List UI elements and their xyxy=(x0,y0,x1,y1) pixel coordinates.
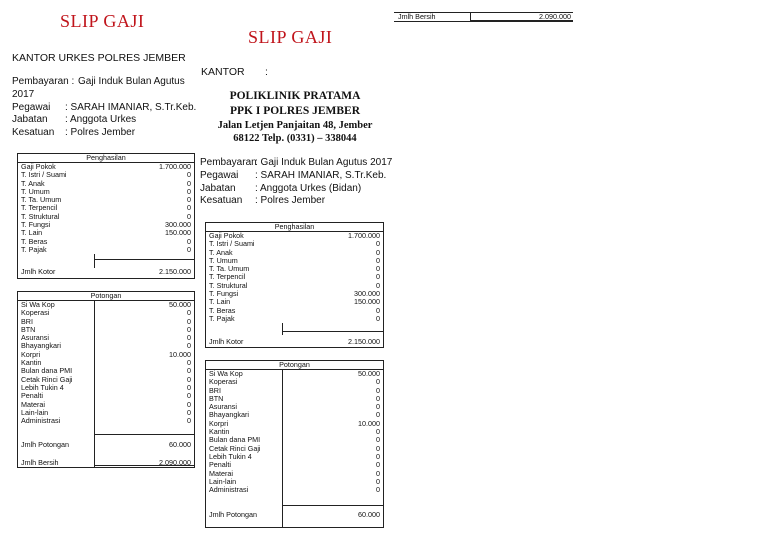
net-total-row xyxy=(18,458,194,467)
row-value: 300.000 xyxy=(165,220,191,230)
pegawai-label: Pegawai xyxy=(12,101,51,113)
row-value: 0 xyxy=(376,272,380,282)
gross-total-row xyxy=(18,267,194,276)
row-value: 0 xyxy=(187,324,191,334)
net-total-value: 2.090.000 xyxy=(159,458,191,467)
row-value: 0 xyxy=(187,333,191,343)
sum-underline xyxy=(282,505,383,506)
row-value: 0 xyxy=(187,407,191,417)
row-label: Si Wa Kop xyxy=(21,300,55,309)
clinic-name: POLIKLINIK PRATAMA xyxy=(229,90,361,102)
row-label: T. Lain xyxy=(209,297,231,307)
table-row xyxy=(18,318,194,326)
row-label: Lebih Tukin 4 xyxy=(209,451,252,461)
row-value: 0 xyxy=(376,410,380,420)
row-value: 0 xyxy=(187,382,191,392)
right-slip-title: SLIP GAJI xyxy=(248,27,333,47)
row-label: Cetak Rinci Gaji xyxy=(209,443,261,453)
row-value: 0 xyxy=(187,178,191,188)
table-row xyxy=(206,486,383,494)
row-label: T. Ta. Umum xyxy=(21,195,62,205)
table-row xyxy=(18,351,194,359)
row-label: Korpri xyxy=(209,418,229,428)
row-value: 0 xyxy=(187,203,191,213)
row-label: Materai xyxy=(21,399,45,409)
row-label: Cetak Rinci Gaji xyxy=(21,374,73,384)
row-label: T. Istri / Suami xyxy=(21,170,67,180)
row-label: Kantin xyxy=(21,358,42,368)
clinic-address: Jalan Letjen Panjaitan 48, Jember xyxy=(217,120,373,131)
row-value: 0 xyxy=(376,402,380,412)
row-label: Lain-lain xyxy=(21,407,49,417)
table-row xyxy=(206,387,383,395)
row-value: 0 xyxy=(187,358,191,368)
income-table-header: Penghasilan xyxy=(206,223,383,232)
income-table-header: Penghasilan xyxy=(18,154,194,163)
left-office-name: KANTOR URKES POLRES JEMBER xyxy=(12,52,186,64)
right-employee-info xyxy=(200,157,392,208)
row-label: Penalti xyxy=(209,460,231,470)
pembayaran-value: Gaji Induk Bulan Agutus xyxy=(78,76,185,87)
table-row xyxy=(18,246,194,254)
row-value: 50.000 xyxy=(169,300,191,309)
row-value: 0 xyxy=(376,377,380,387)
row-value: 0 xyxy=(187,391,191,401)
row-value: 0 xyxy=(376,247,380,257)
row-value: 0 xyxy=(376,313,380,323)
row-label: T. Struktural xyxy=(21,211,60,221)
row-label: Bhayangkari xyxy=(21,341,61,351)
pegawai-value: : SARAH IMANIAR, S.Tr.Keb. xyxy=(65,101,197,113)
column-divider xyxy=(282,370,283,527)
deduction-total-label: Jmlh Potongan xyxy=(21,440,69,449)
row-label: T. Anak xyxy=(21,178,45,188)
row-label: BRI xyxy=(209,385,221,395)
row-label: Koperasi xyxy=(209,377,238,387)
income-rows xyxy=(206,232,383,323)
kantor-label: KANTOR xyxy=(201,66,245,78)
row-label: Administrasi xyxy=(21,416,61,426)
right-deduction-table xyxy=(205,360,384,528)
clinic-unit: PPK I POLRES JEMBER xyxy=(229,105,361,117)
deduction-rows xyxy=(206,370,383,494)
row-label: Materai xyxy=(209,468,233,478)
row-label: T. Anak xyxy=(209,247,233,257)
row-value: 1.700.000 xyxy=(348,231,380,240)
table-row xyxy=(206,420,383,428)
row-label: Lain-lain xyxy=(209,476,237,486)
pembayaran-label: Pembayaran xyxy=(200,157,257,168)
row-value: 0 xyxy=(187,195,191,205)
row-label: T. Pajak xyxy=(21,244,47,254)
row-label: BTN xyxy=(21,324,36,334)
row-value: 0 xyxy=(187,416,191,426)
deduction-rows xyxy=(18,301,194,425)
left-deduction-table xyxy=(17,291,195,468)
kesatuan-label: Kesatuan xyxy=(12,127,55,139)
net-pay-value: 2.090.000 xyxy=(539,12,571,21)
row-label: Bulan dana PMI xyxy=(21,366,73,376)
row-value: 0 xyxy=(187,374,191,384)
row-label: Koperasi xyxy=(21,308,50,318)
left-income-table xyxy=(17,153,195,279)
gross-total-value: 2.150.000 xyxy=(348,337,380,346)
row-label: T. Istri / Suami xyxy=(209,239,255,249)
income-rows xyxy=(18,163,194,254)
row-value: 1.700.000 xyxy=(159,162,191,171)
sum-underline xyxy=(94,434,194,435)
row-value: 0 xyxy=(376,239,380,249)
row-value: 0 xyxy=(376,476,380,486)
row-value: 0 xyxy=(376,460,380,470)
deduction-total-row xyxy=(18,440,194,449)
row-value: 0 xyxy=(376,264,380,274)
sum-underline xyxy=(282,331,383,332)
row-value: 0 xyxy=(187,211,191,221)
row-value: 0 xyxy=(187,399,191,409)
row-value: 0 xyxy=(187,170,191,180)
row-label: T. Terpencil xyxy=(21,203,58,213)
row-label: Bulan dana PMI xyxy=(209,435,261,445)
row-value: 0 xyxy=(187,341,191,351)
row-value: 150.000 xyxy=(165,228,191,238)
row-label: Administrasi xyxy=(209,485,249,495)
row-label: Kantin xyxy=(209,427,230,437)
row-value: 0 xyxy=(376,427,380,437)
row-value: 0 xyxy=(376,435,380,445)
row-value: 50.000 xyxy=(358,369,380,378)
table-row xyxy=(206,315,383,323)
row-label: T. Ta. Umum xyxy=(209,264,250,274)
row-value: 10.000 xyxy=(169,349,191,359)
row-label: T. Terpencil xyxy=(209,272,246,282)
gross-total-label: Jmlh Kotor xyxy=(209,337,244,346)
column-divider xyxy=(282,323,283,335)
row-label: Gaji Pokok xyxy=(209,231,244,240)
row-label: T. Umum xyxy=(209,255,238,265)
row-value: 0 xyxy=(376,443,380,453)
row-label: T. Pajak xyxy=(209,313,235,323)
table-row xyxy=(206,378,383,386)
net-pay-label: Jmlh Bersih xyxy=(398,12,436,21)
row-label: T. Struktural xyxy=(209,280,248,290)
row-value: 10.000 xyxy=(358,418,380,428)
row-label: Lebih Tukin 4 xyxy=(21,382,64,392)
row-value: 300.000 xyxy=(354,289,380,299)
left-slip-title: SLIP GAJI xyxy=(60,11,145,31)
row-value: 0 xyxy=(376,393,380,403)
sum-underline xyxy=(94,259,194,260)
row-label: Gaji Pokok xyxy=(21,162,56,171)
pembayaran-label: Pembayaran : xyxy=(12,76,75,87)
kantor-colon: : xyxy=(265,66,268,78)
pembayaran-year: 2017 xyxy=(12,88,35,100)
left-employee-info xyxy=(12,76,196,140)
table-row xyxy=(18,417,194,425)
jabatan-value: : Anggota Urkes xyxy=(65,114,137,126)
row-label: T. Umum xyxy=(21,186,50,196)
deduction-table-header: Potongan xyxy=(206,361,383,370)
deduction-total-label: Jmlh Potongan xyxy=(209,510,257,519)
row-label: T. Lain xyxy=(21,228,43,238)
row-label: Si Wa Kop xyxy=(209,369,243,378)
deduction-table-header: Potongan xyxy=(18,292,194,301)
kesatuan-value: : Polres Jember xyxy=(65,127,136,139)
row-label: BTN xyxy=(209,393,224,403)
row-value: 0 xyxy=(376,385,380,395)
row-label: Bhayangkari xyxy=(209,410,249,420)
row-value: 150.000 xyxy=(354,297,380,307)
deduction-total-row xyxy=(206,510,383,519)
table-row xyxy=(206,453,383,461)
row-value: 0 xyxy=(187,366,191,376)
gross-total-label: Jmlh Kotor xyxy=(21,267,56,276)
right-income-table xyxy=(205,222,384,348)
kesatuan-value: : Polres Jember xyxy=(255,195,326,207)
row-label: Asuransi xyxy=(209,402,237,412)
gross-total-value: 2.150.000 xyxy=(159,267,191,276)
row-label: BRI xyxy=(21,316,33,326)
row-value: 0 xyxy=(376,255,380,265)
table-row xyxy=(18,309,194,317)
gross-total-row xyxy=(206,337,383,346)
net-total-label: Jmlh Bersih xyxy=(21,458,59,467)
table-row xyxy=(206,411,383,419)
row-value: 0 xyxy=(376,485,380,495)
column-divider xyxy=(94,254,95,268)
row-value: 0 xyxy=(187,308,191,318)
row-value: 0 xyxy=(376,451,380,461)
row-label: T. Beras xyxy=(209,305,236,315)
row-label: T. Beras xyxy=(21,236,48,246)
row-value: 0 xyxy=(187,316,191,326)
pegawai-label: Pegawai xyxy=(200,169,239,181)
row-label: T. Fungsi xyxy=(21,220,51,230)
row-value: 0 xyxy=(187,186,191,196)
row-value: 0 xyxy=(376,468,380,478)
row-value: 0 xyxy=(376,305,380,315)
jabatan-value: : Anggota Urkes (Bidan) xyxy=(255,182,362,194)
jabatan-label: Jabatan xyxy=(12,114,48,126)
deduction-total-value: 60.000 xyxy=(169,440,191,449)
clinic-phone: 68122 Telp. (0331) – 338044 xyxy=(233,133,357,144)
pembayaran-value: : Gaji Induk Bulan Agutus 2017 xyxy=(255,157,393,168)
row-value: 0 xyxy=(187,244,191,254)
kesatuan-label: Kesatuan xyxy=(200,195,243,207)
row-label: Asuransi xyxy=(21,333,49,343)
top-net-pay-row xyxy=(394,12,573,22)
row-value: 0 xyxy=(376,280,380,290)
row-label: T. Fungsi xyxy=(209,289,239,299)
row-value: 0 xyxy=(187,236,191,246)
jabatan-label: Jabatan xyxy=(200,182,236,194)
pegawai-value: : SARAH IMANIAR, S.Tr.Keb. xyxy=(255,169,387,181)
table-row xyxy=(18,384,194,392)
row-label: Penalti xyxy=(21,391,43,401)
row-label: Korpri xyxy=(21,349,41,359)
deduction-total-value: 60.000 xyxy=(358,510,380,519)
table-row xyxy=(18,342,194,350)
